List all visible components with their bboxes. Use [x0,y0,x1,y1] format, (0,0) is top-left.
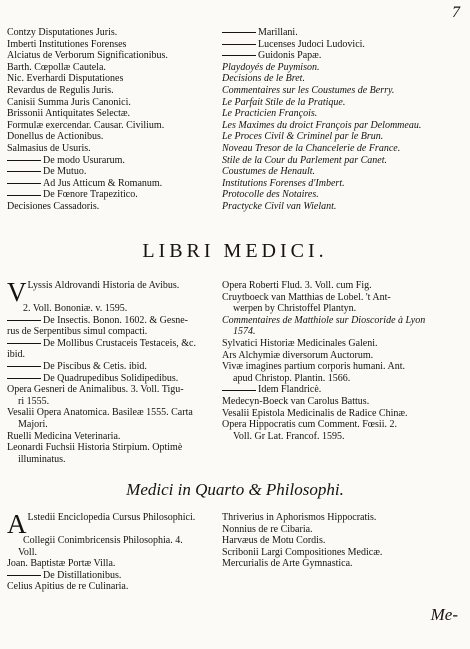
list-item: Sylvatici Historiæ Medicinales Galeni. [222,337,378,349]
list-item: Practycke Civil van Wielant. [222,200,337,212]
list-item: Nic. Everhardi Disputationes [7,73,124,85]
list-item: De Insectis. Bonon. 1602. & Gesne- [7,315,229,327]
list-item: Collegii Conimbricensis Philosophia. 4. [23,535,183,546]
list-item: Canisii Summa Juris Canonici. [7,96,131,108]
ditto-dash [222,390,256,391]
list-item: De Fœnore Trapezitico. [7,189,229,201]
list-item: Les Maximes du droict François par Delommeau. [222,119,422,131]
list-item: Opera Hippocratis cum Comment. Fœsii. 2. [222,419,397,431]
list-item: Donellus de Actionibus. [7,131,104,143]
list-item: A Lstedii Enciclopedia Cursus Philosophici. [7,512,196,535]
ditto-dash [7,343,41,344]
list-item: Salmasius de Usuris. [7,142,91,154]
list-item: Noveau Tresor de la Chancelerie de France. [222,142,401,154]
list-item-continuation: werpen by Christoffel Plantyn. [233,303,357,315]
list-item: Ad Jus Atticum & Romanum. [7,178,229,190]
quarto-books-left-column [7,512,229,593]
list-item: Opera Gesneri de Animalibus. 3. Voll. Tigu- [7,384,184,396]
list-item: Thriverius in Aphorismos Hippocratis. [222,512,377,523]
list-item: Commentaires sur les Coustumes de Berry. [222,84,395,96]
list-item-continuation: apud Christop. Plantin. 1566. [233,372,351,384]
section-heading-libri-medici: LIBRI MEDICI. [142,240,328,262]
ditto-dash [7,183,41,184]
list-item: Ars Alchymiæ diversorum Auctorum. [222,349,374,361]
list-item: Playdoyés de Puymison. [222,61,320,73]
list-item: Barth. Cœpollæ Cautela. [7,61,106,73]
list-item: Coustumes de Henault. [222,166,316,178]
list-item-continuation: 2. Voll. Bononiæ. v. 1595. [23,303,128,314]
list-item-continuation: illuminatus. [18,453,66,465]
ditto-dash [7,366,41,367]
page-number: 7 [452,4,460,21]
list-item: Le Proces Civil & Criminel par le Brun. [222,131,384,143]
catchword: Me- [430,605,458,624]
quarto-books-right-column [222,512,466,570]
list-item: Harvæus de Motu Cordis. [222,535,326,547]
list-item: Opera Roberti Flud. 3. Voll. cum Fig. [222,280,372,291]
list-item: Scribonii Largi Compositiones Medicæ. [222,546,383,558]
ditto-dash [7,195,41,196]
list-item: De Mutuo. [7,166,229,178]
list-item: De Mollibus Crustaceis Testaceis, &c. [7,338,229,350]
ditto-dash [7,575,41,576]
list-item: Stile de la Cour du Parlement par Canet. [222,154,387,166]
list-item-continuation: Voll. [18,546,37,558]
list-item-continuation: rus de Serpentibus simul compacti. [7,326,148,338]
drop-cap: V [7,280,27,303]
list-item: Le Parfait Stile de la Pratique. [222,96,346,108]
list-item: Medecyn-Boeck van Carolus Battus. [222,395,370,407]
ditto-dash [7,171,41,172]
list-item: V Lyssis Aldrovandi Historia de Avibus. [7,280,180,303]
list-item: Formulæ exercendar. Causar. Civilium. [7,119,165,131]
list-item: Nonnius de re Cibaria. [222,523,313,535]
list-item-continuation: ri 1555. [18,395,50,407]
ditto-dash [7,320,41,321]
list-item: De Quadrupedibus Solidipedibus. [7,373,229,385]
list-item: Vivæ imagines partium corporis humani. Ant. [222,361,405,373]
list-item: Vesalii Epistola Medicinalis de Radice Chinæ. [222,407,408,419]
list-item: Revardus de Regulis Juris. [7,84,114,96]
ditto-dash [222,44,256,45]
list-item: Ruelli Medicina Veterinaria. [7,430,121,442]
list-item: Imberti Institutiones Forenses [7,38,127,50]
list-item: Alciatus de Verborum Significationibus. [7,50,168,62]
list-item: Joan. Baptistæ Portæ Villa. [7,558,116,570]
drop-cap: A [7,512,27,535]
list-item: Idem Flandricè. [222,384,466,396]
list-item: De modo Usurarum. [7,155,229,167]
list-item-continuation: 1574. [233,326,256,338]
list-item: Institutions Forenses d'Imbert. [222,177,345,189]
medical-books-left-column [7,280,229,465]
list-item: Decisiones Cassadoris. [7,200,100,212]
list-item: Guidonis Papæ. [222,50,466,62]
section-heading-medici-in-quarto: Medici in Quarto & Philosophi. [126,480,344,499]
list-item-continuation: Voll. Gr Lat. Francof. 1595. [233,430,345,442]
list-item: Celius Apitius de re Culinaria. [7,581,129,593]
list-item-continuation: ibid. [7,349,26,361]
list-item: Cruytboeck van Matthias de Lobel. 't Ant- [222,291,391,303]
medical-books-right-column [222,280,466,442]
ditto-dash [222,32,256,33]
ditto-dash [7,160,41,161]
list-item: Mercurialis de Arte Gymnastica. [222,558,353,570]
ditto-dash [222,55,256,56]
law-books-right-column [222,27,466,213]
list-item: Protocolle des Notaires. [222,189,319,201]
list-item: Le Practicien François. [222,108,318,120]
list-item: Leonardi Fuchsii Historia Stirpium. Optimè [7,442,183,454]
list-item: Marillani. [222,27,466,39]
list-item: Decisions de le Bret. [222,73,305,85]
list-item: Brissonii Antiquitates Selectæ. [7,108,131,120]
list-item-continuation: Majori. [18,418,48,430]
ditto-dash [7,378,41,379]
list-item: Lucenses Judoci Ludovici. [222,39,466,51]
list-item: Contzy Disputationes Juris. [7,27,118,38]
list-item: De Piscibus & Cetis. ibid. [7,361,229,373]
list-item: De Distillationibus. [7,570,229,582]
list-item: Vesalii Opera Anatomica. Basileæ 1555. Carta [7,407,193,419]
list-item: Commentaires de Matthiole sur Dioscoride à Lyon [222,314,426,326]
law-books-left-column [7,27,229,213]
